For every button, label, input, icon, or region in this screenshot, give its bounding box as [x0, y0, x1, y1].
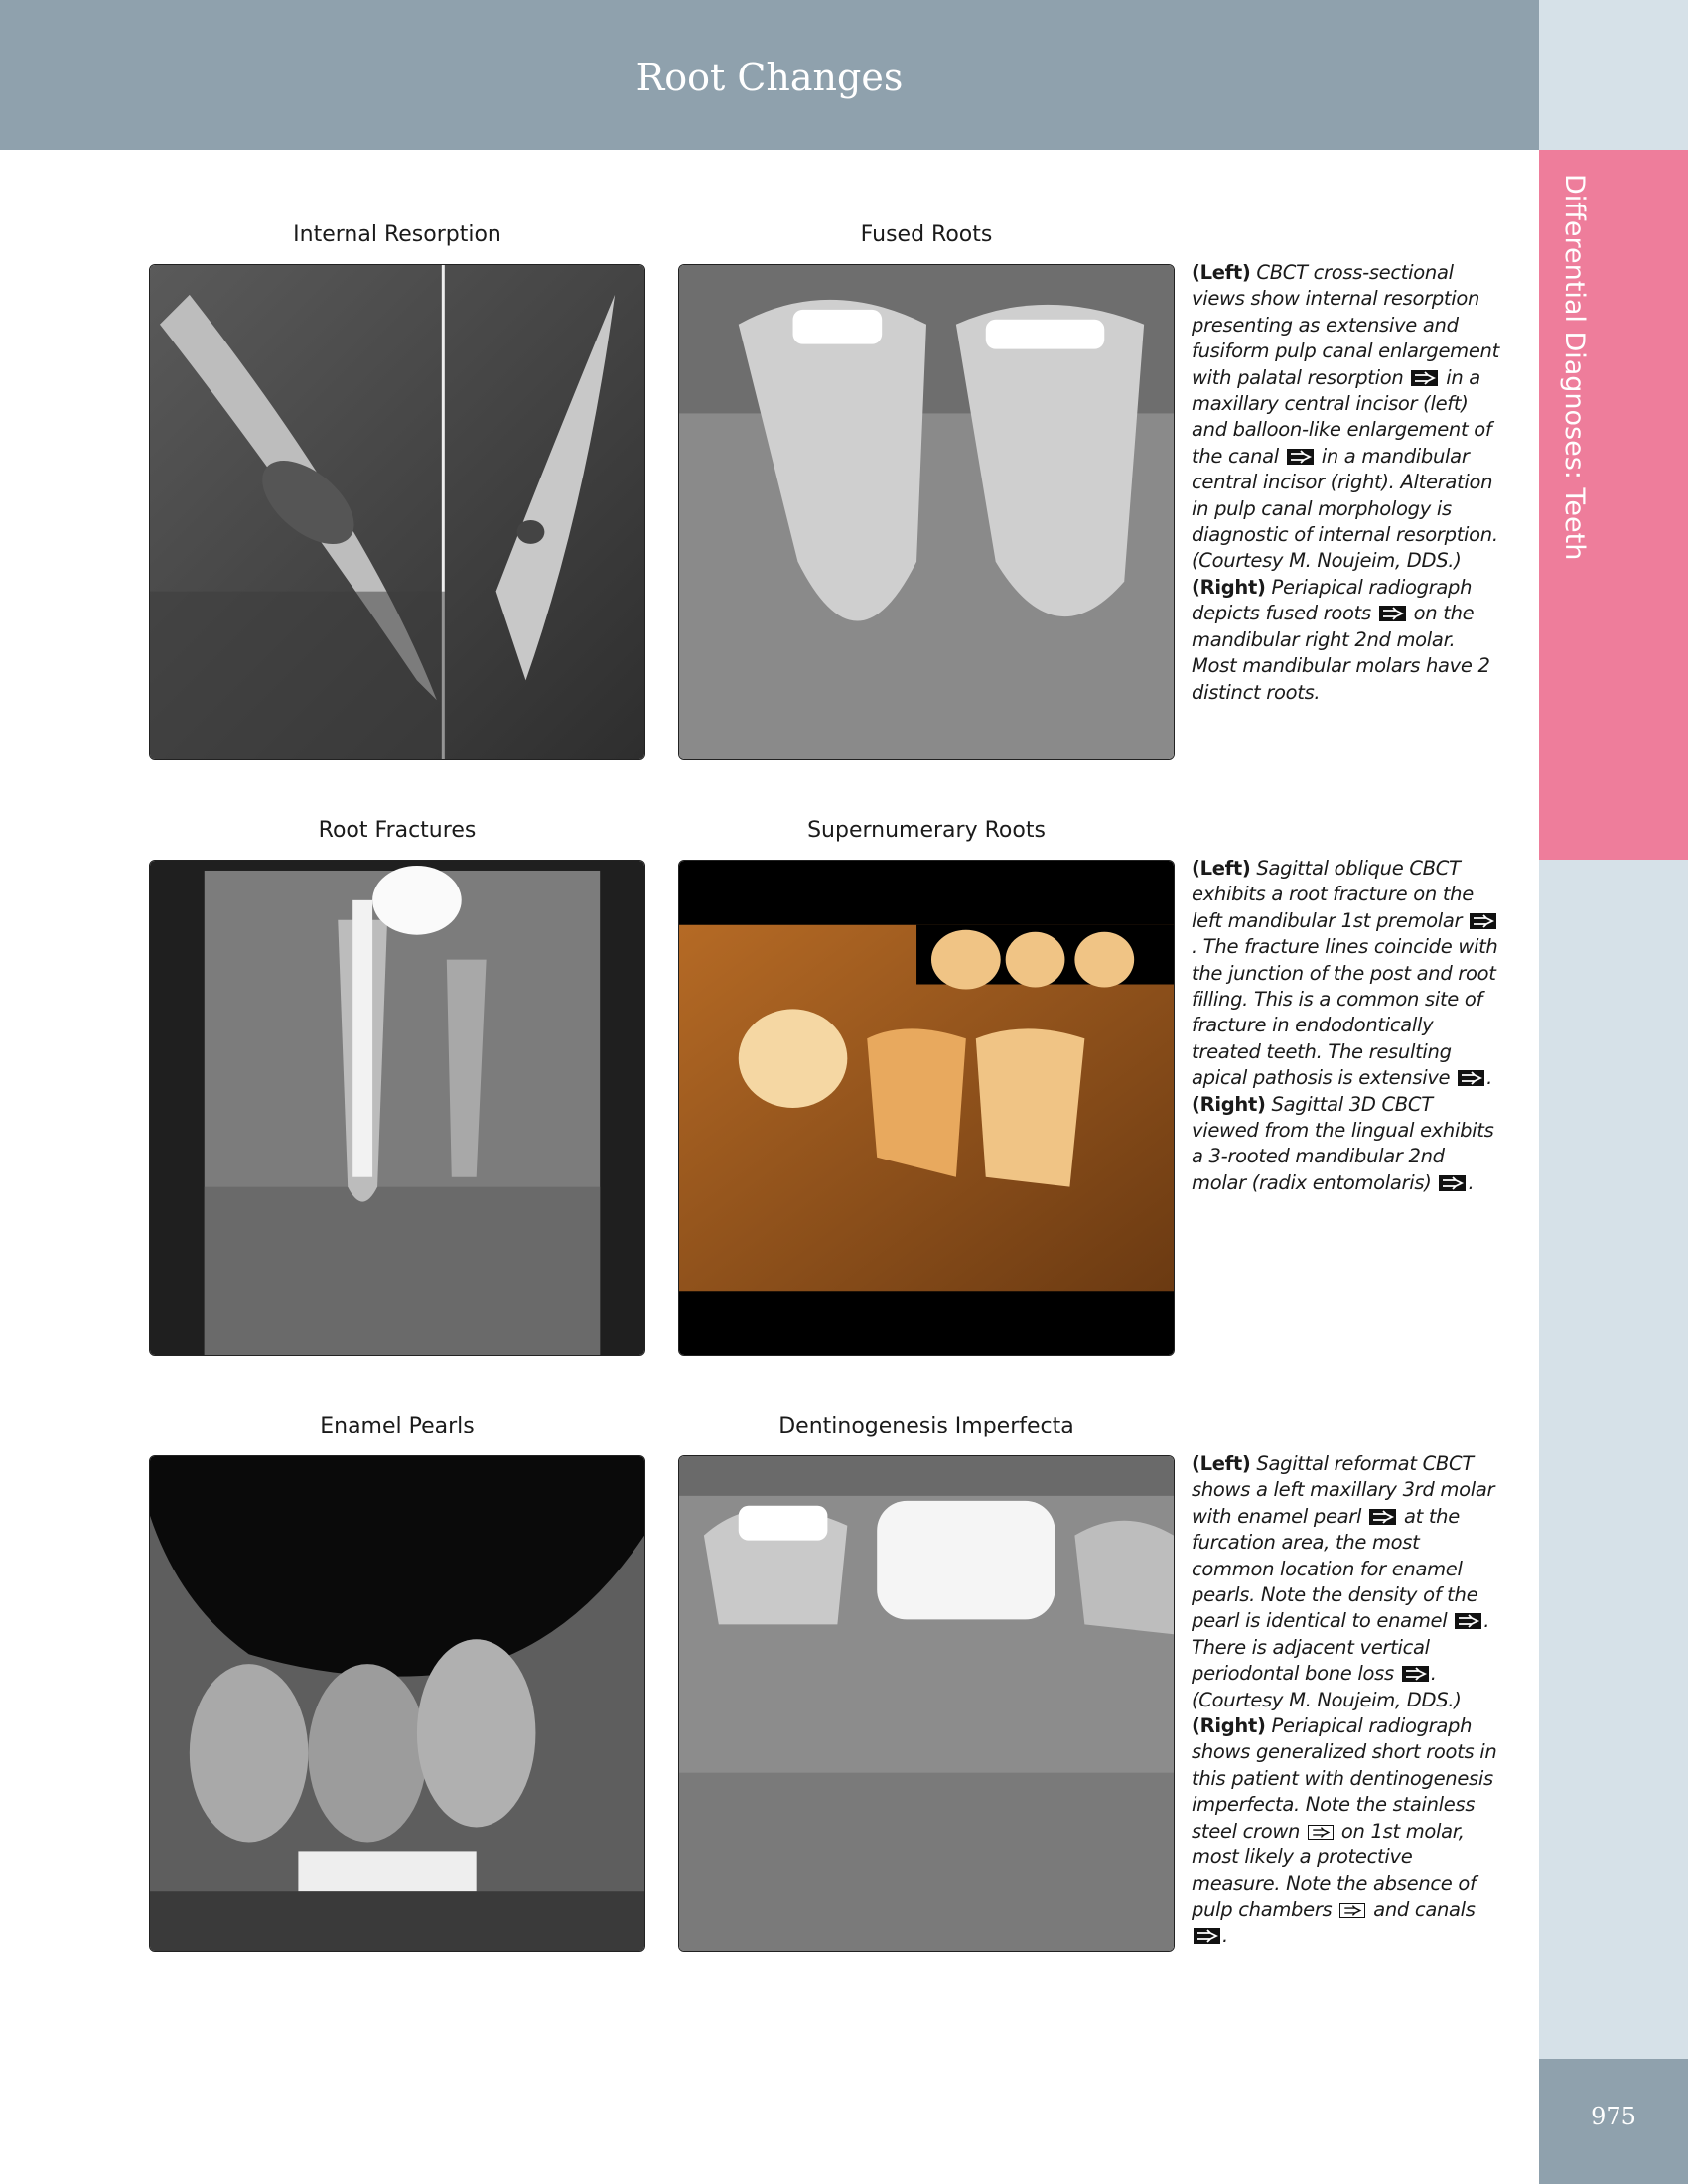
caption-text: Periapical radiograph depicts fused roots [1192, 575, 1473, 625]
figure-title: Internal Resorption [293, 222, 501, 247]
caption-text: on the mandibular right 2nd molar. Most mandibular molars have 2 distinct roots. [1192, 602, 1490, 704]
figure-supernumerary-roots [678, 860, 1175, 1356]
caption-label: (Right) [1192, 1714, 1266, 1738]
caption-label: (Right) [1192, 1092, 1266, 1116]
figure-title: Root Fractures [318, 818, 477, 843]
caption-text: at the furcation area, the most common location for enamel pearls. Note the density of the pearl is identical to enamel [1192, 1504, 1478, 1633]
arrow-filled-icon [1194, 1928, 1220, 1944]
arrow-filled-icon [1411, 370, 1438, 386]
caption-label: (Left) [1192, 1452, 1251, 1475]
caption-text: . (Courtesy M. Noujeim, DDS.) [1192, 1662, 1462, 1711]
caption-label: (Left) [1192, 261, 1251, 284]
caption-text: . [1486, 1066, 1493, 1090]
caption-text: . The fracture lines coincide with the junction of the post and root filling. This is a common site of fracture in endodontically treated teeth. The resulting apical pathosis is extensive [1192, 935, 1498, 1090]
caption-label: (Right) [1192, 575, 1266, 599]
caption-text: Sagittal oblique CBCT exhibits a root fracture on the left mandibular 1st premolar [1192, 857, 1474, 932]
arrow-filled-icon [1402, 1666, 1429, 1682]
figure-title: Dentinogenesis Imperfecta [778, 1414, 1074, 1438]
arrow-filled-icon [1470, 913, 1496, 929]
arrow-filled-icon [1369, 1509, 1396, 1525]
figure-root-fractures [149, 860, 645, 1356]
caption-text: on 1st molar, most likely a protective measure. Note the absence of pulp chambers [1192, 1819, 1477, 1921]
caption-text: in a mandibular central incisor (right). Alteration in pulp canal morphology is diagnostic of internal resorption. (Courtesy M. Noujeim, DDS.) [1192, 444, 1498, 573]
figure-title: Enamel Pearls [320, 1414, 475, 1438]
caption-text: . [1468, 1170, 1475, 1194]
caption-text: . There is adjacent vertical periodontal bone loss [1192, 1609, 1490, 1686]
arrow-open-icon [1308, 1825, 1334, 1840]
section-label: Differential Diagnoses: Teeth [1559, 174, 1590, 561]
arrow-filled-icon [1455, 1613, 1481, 1629]
figure-internal-resorption [149, 264, 645, 760]
caption-text: CBCT cross-sectional views show internal resorption presenting as extensive and fusiform pulp canal enlargement with palatal resorption [1192, 261, 1499, 389]
figure-fused-roots [678, 264, 1175, 760]
arrow-filled-icon [1439, 1175, 1466, 1191]
figure-dentinogenesis-imperfecta [678, 1455, 1175, 1952]
caption-row-1 [1192, 260, 1499, 706]
arrow-filled-icon [1287, 449, 1314, 465]
page-title: Root Changes [635, 56, 904, 99]
caption-text: Sagittal 3D CBCT viewed from the lingual exhibits a 3-rooted mandibular 2nd molar (radix entomolaris) [1192, 1092, 1494, 1194]
caption-text: in a maxillary central incisor (left) and balloon-like enlargement of the canal [1192, 365, 1492, 468]
caption-label: (Left) [1192, 857, 1251, 880]
caption-text: Periapical radiograph shows generalized short roots in this patient with dentinogenesis imperfecta. Note the stainless steel crown [1192, 1714, 1497, 1843]
arrow-filled-icon [1379, 606, 1406, 621]
figure-title: Fused Roots [860, 222, 993, 247]
caption-row-2 [1192, 856, 1499, 1196]
page-number: 975 [1591, 2103, 1636, 2130]
figure-enamel-pearls [149, 1455, 645, 1952]
page-header [0, 0, 1539, 150]
caption-text: Sagittal reformat CBCT shows a left maxillary 3rd molar with enamel pearl [1192, 1452, 1495, 1528]
caption-text: and canals [1367, 1897, 1476, 1921]
page-number-box [1539, 2059, 1688, 2184]
figure-title: Supernumerary Roots [807, 818, 1046, 843]
caption-row-3 [1192, 1451, 1499, 1950]
arrow-filled-icon [1458, 1070, 1484, 1086]
arrow-open-icon [1339, 1903, 1365, 1918]
caption-text: . [1222, 1924, 1228, 1948]
